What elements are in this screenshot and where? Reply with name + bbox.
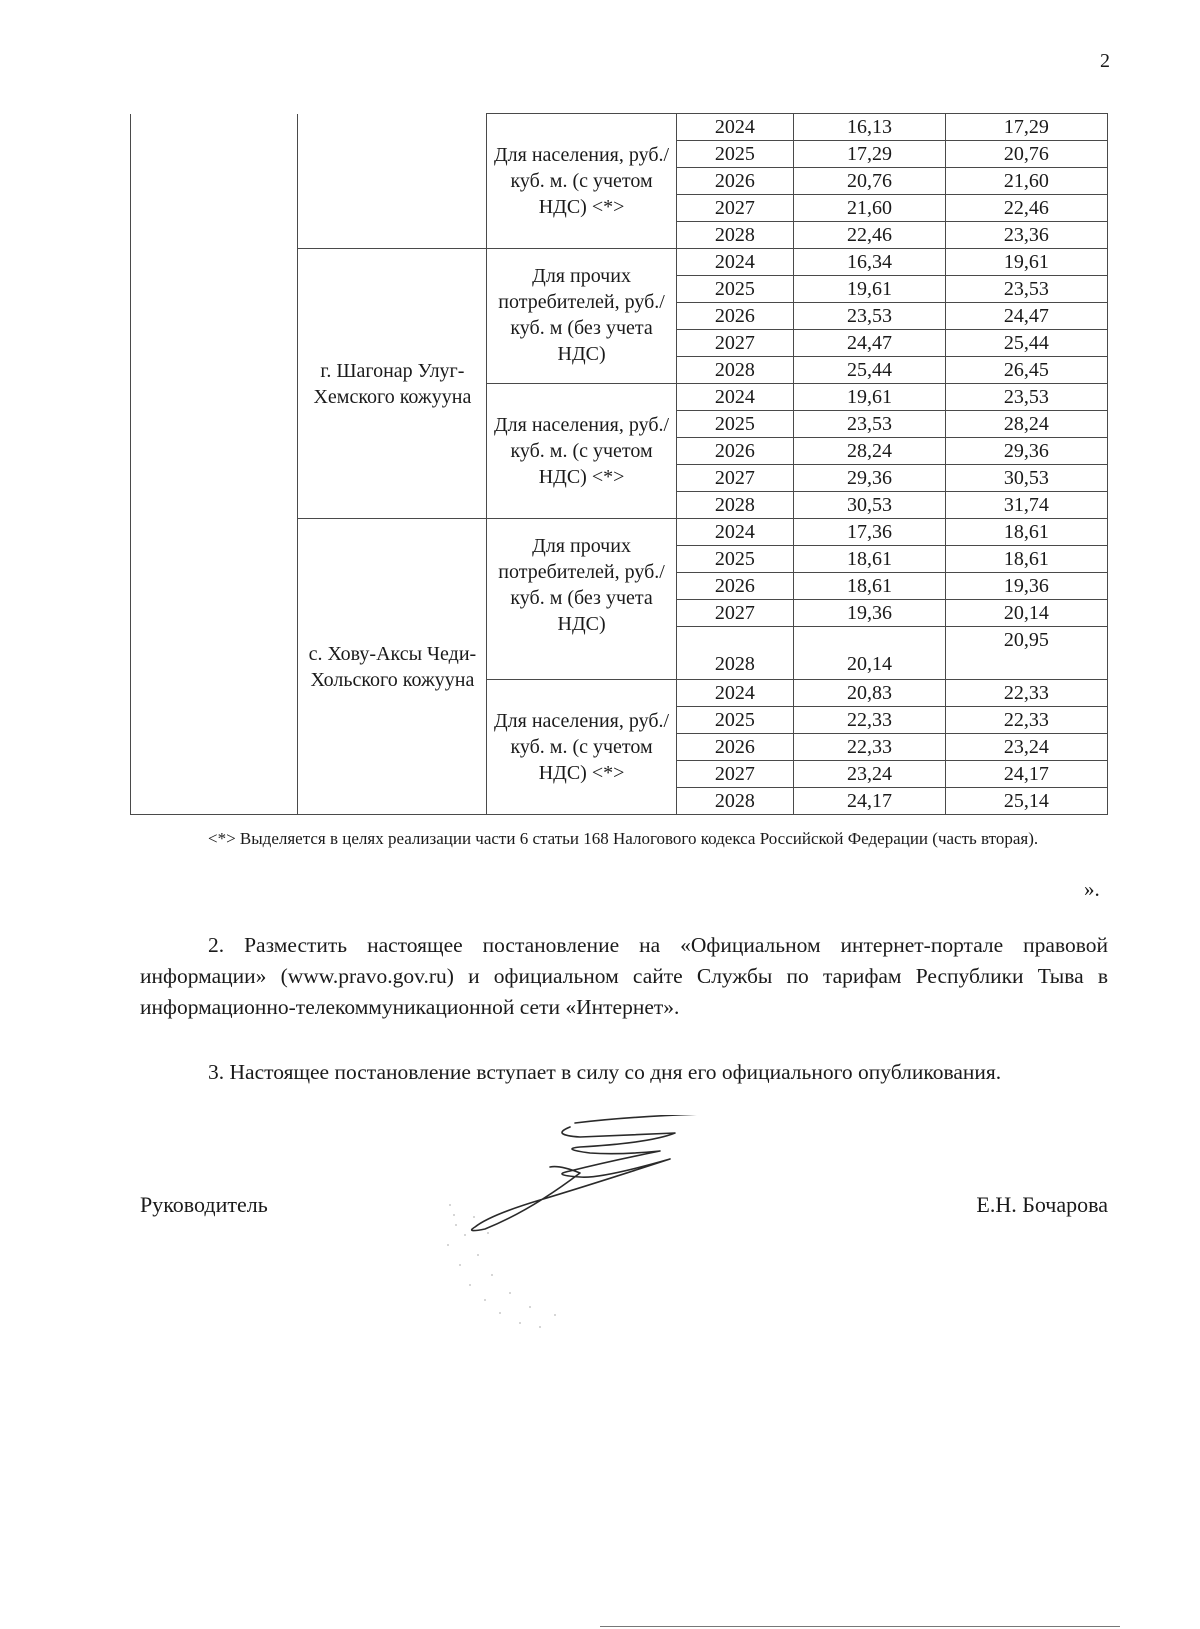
tariff-second-half-cell: 29,36: [945, 438, 1107, 465]
tariff-first-half-cell: 18,61: [794, 573, 946, 600]
tariff-second-half-cell: 17,29: [945, 114, 1107, 141]
tariff-second-half-cell: 19,36: [945, 573, 1107, 600]
year-cell: 2027: [676, 761, 793, 788]
tariff-second-half-cell: 31,74: [945, 492, 1107, 519]
year-cell: 2028: [676, 222, 793, 249]
tariff-second-half-cell: 20,95: [945, 627, 1107, 680]
paragraph-2: 2. Разместить настоящее постановление на «Официальном интернет-портале правовой информации» (www.pravo.gov.ru) и официальном сайте Службы по тарифам Республики Тыва в информационно-телекоммуникационной сети «Интернет».: [140, 933, 1108, 1019]
year-cell: 2028: [676, 357, 793, 384]
tariff-table-body: [131, 114, 1108, 815]
tariff-second-half-cell: 26,45: [945, 357, 1107, 384]
tariff-second-half-cell: 23,53: [945, 276, 1107, 303]
tariff-first-half-cell: 25,44: [794, 357, 946, 384]
tariff-first-half-cell: 23,53: [794, 411, 946, 438]
tariff-second-half-cell: 20,14: [945, 600, 1107, 627]
tariff-first-half-cell: 23,24: [794, 761, 946, 788]
paragraph-3: 3. Настоящее постановление вступает в силу со дня его официального опубликования.: [208, 1060, 1002, 1084]
signatory-title: Руководитель: [140, 1192, 268, 1217]
tariff-second-half-cell: 25,44: [945, 330, 1107, 357]
tariff-first-half-cell: 29,36: [794, 465, 946, 492]
year-cell: 2025: [676, 411, 793, 438]
year-cell: 2024: [676, 680, 793, 707]
tariff-second-half-cell: 28,24: [945, 411, 1107, 438]
tariff-first-half-cell: 16,34: [794, 249, 946, 276]
location-cell: [298, 114, 487, 249]
tariff-second-half-cell: 20,76: [945, 141, 1107, 168]
signatory-name: Е.Н. Бочарова: [976, 1192, 1108, 1217]
tariff-second-half-cell: 21,60: [945, 168, 1107, 195]
category-cell: Для населения, руб./куб. м. (с учетом НДС) <*>: [487, 680, 676, 815]
location-cell: г. Шагонар Улуг-Хемского кожууна: [298, 249, 487, 519]
year-cell: 2025: [676, 276, 793, 303]
category-cell: Для населения, руб./куб. м. (с учетом НДС) <*>: [487, 384, 676, 519]
signature-stroke: [472, 1115, 740, 1231]
category-cell: Для прочих потребителей, руб./куб. м (без учета НДС): [487, 519, 676, 680]
tariff-first-half-cell: 18,61: [794, 546, 946, 573]
tariff-first-half-cell: 19,36: [794, 600, 946, 627]
tariff-second-half-cell: 30,53: [945, 465, 1107, 492]
tariff-first-half-cell: 28,24: [794, 438, 946, 465]
footnote: <*> Выделяется в целях реализации части 6 статьи 168 Налогового кодекса Российской Федерации (часть вторая).: [208, 829, 1039, 848]
tariff-second-half-cell: 18,61: [945, 546, 1107, 573]
tariff-second-half-cell: 19,61: [945, 249, 1107, 276]
year-cell: 2026: [676, 573, 793, 600]
tariff-first-half-cell: 22,46: [794, 222, 946, 249]
year-cell: 2026: [676, 168, 793, 195]
year-cell: 2027: [676, 465, 793, 492]
tariff-first-half-cell: 19,61: [794, 384, 946, 411]
year-cell: 2025: [676, 141, 793, 168]
tariff-first-half-cell: 16,13: [794, 114, 946, 141]
tariff-first-half-cell: 20,83: [794, 680, 946, 707]
tariff-second-half-cell: 23,36: [945, 222, 1107, 249]
year-cell: 2027: [676, 195, 793, 222]
tariff-first-half-cell: 22,33: [794, 707, 946, 734]
location-cell: с. Хову-Аксы Чеди-Хольского кожууна: [298, 519, 487, 815]
year-cell: 2028: [676, 788, 793, 815]
tariff-second-half-cell: 23,53: [945, 384, 1107, 411]
tariff-first-half-cell: 20,76: [794, 168, 946, 195]
tariff-first-half-cell: 24,17: [794, 788, 946, 815]
year-cell: 2026: [676, 438, 793, 465]
tariff-table: [130, 113, 1108, 815]
tariff-second-half-cell: 22,33: [945, 707, 1107, 734]
tariff-second-half-cell: 24,17: [945, 761, 1107, 788]
tariff-second-half-cell: 25,14: [945, 788, 1107, 815]
year-cell: 2028: [676, 492, 793, 519]
year-cell: 2026: [676, 303, 793, 330]
tariff-second-half-cell: 24,47: [945, 303, 1107, 330]
tariff-first-half-cell: 17,36: [794, 519, 946, 546]
tariff-second-half-cell: 18,61: [945, 519, 1107, 546]
tariff-first-half-cell: 19,61: [794, 276, 946, 303]
year-cell: 2028: [676, 627, 793, 680]
bottom-rule: [600, 1626, 1120, 1627]
year-cell: 2027: [676, 330, 793, 357]
year-cell: 2025: [676, 707, 793, 734]
tariff-first-half-cell: 23,53: [794, 303, 946, 330]
tariff-first-half-cell: 24,47: [794, 330, 946, 357]
closing-quote: ».: [1084, 877, 1100, 901]
tariff-second-half-cell: 22,46: [945, 195, 1107, 222]
tariff-first-half-cell: 21,60: [794, 195, 946, 222]
tariff-first-half-cell: 17,29: [794, 141, 946, 168]
tariff-second-half-cell: 23,24: [945, 734, 1107, 761]
tariff-second-half-cell: 22,33: [945, 680, 1107, 707]
year-cell: 2027: [676, 600, 793, 627]
category-cell: Для прочих потребителей, руб./куб. м (без учета НДС): [487, 249, 676, 384]
table-cell-empty: [131, 114, 298, 815]
year-cell: 2024: [676, 249, 793, 276]
page-number: 2: [1100, 50, 1110, 72]
tariff-first-half-cell: 20,14: [794, 627, 946, 680]
year-cell: 2024: [676, 114, 793, 141]
category-cell: Для населения, руб./куб. м. (с учетом НДС) <*>: [487, 114, 676, 249]
table-row: [131, 114, 1108, 141]
year-cell: 2025: [676, 546, 793, 573]
year-cell: 2026: [676, 734, 793, 761]
year-cell: 2024: [676, 519, 793, 546]
tariff-first-half-cell: 30,53: [794, 492, 946, 519]
tariff-first-half-cell: 22,33: [794, 734, 946, 761]
signature-image: [430, 1115, 760, 1345]
year-cell: 2024: [676, 384, 793, 411]
